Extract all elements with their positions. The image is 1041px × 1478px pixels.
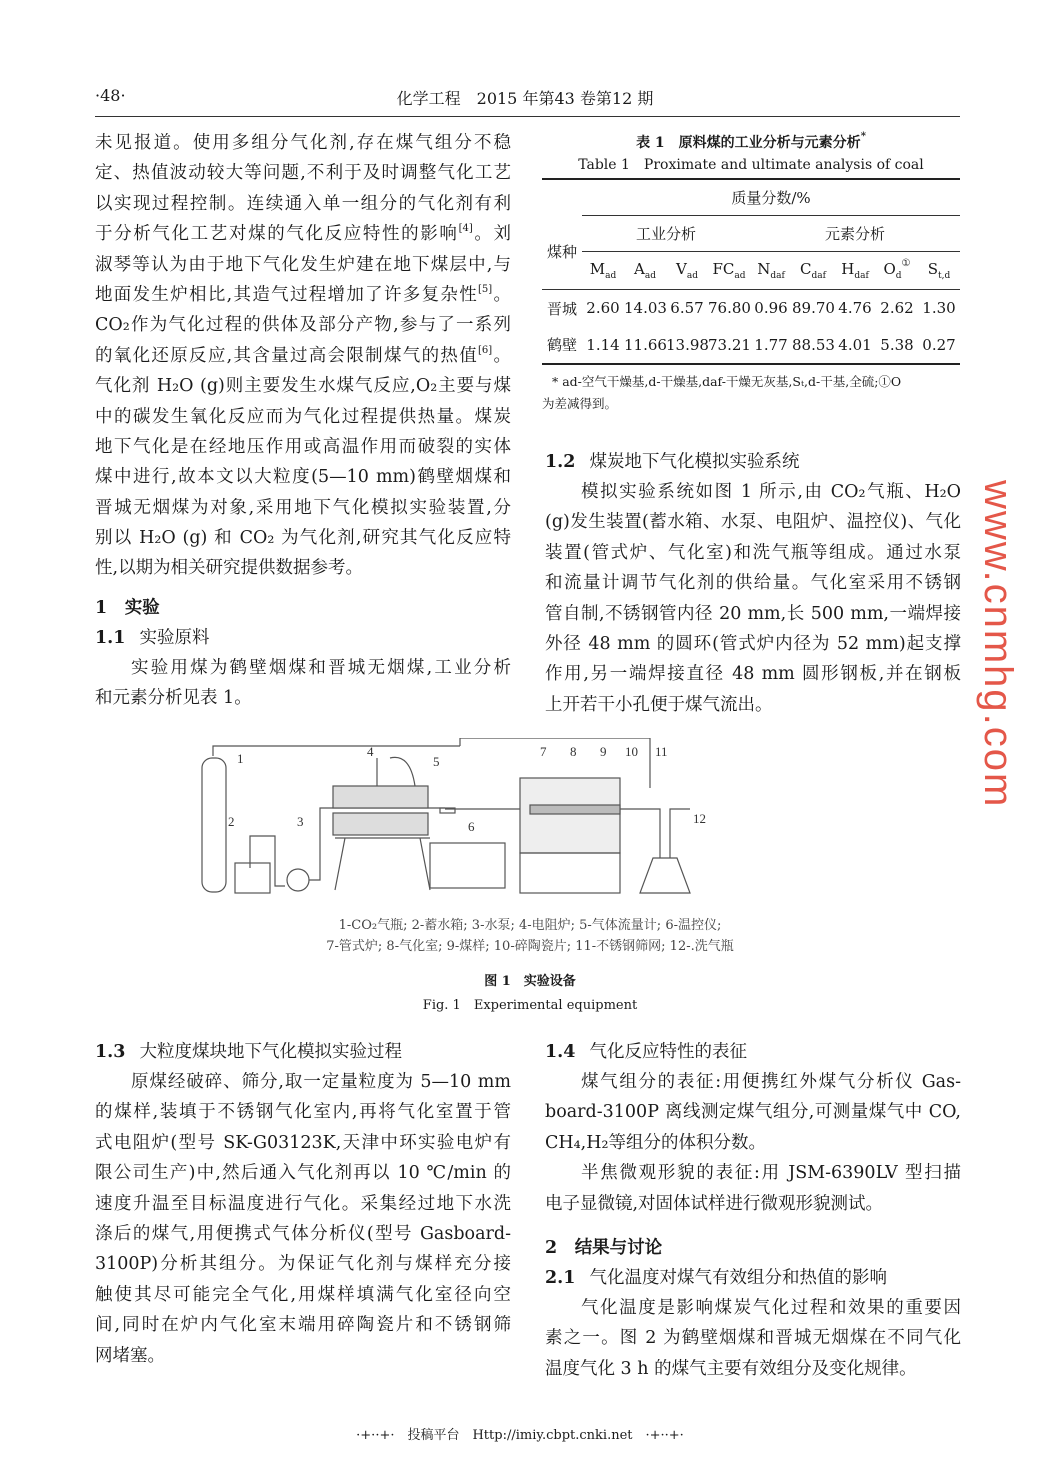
furnace-base xyxy=(520,853,620,893)
section-2-1-text xyxy=(545,1293,961,1384)
text-line: 速度升温至目标温度进行气化。采集经过地下水洗 xyxy=(95,1193,511,1214)
text-line: 地下气化是在经地压作用或高温作用而破裂的实体 xyxy=(95,436,511,457)
note-line: * ad-空气干燥基,d-干燥基,daf-干燥无灰基,Sₜ,d-干基,全硫;①O xyxy=(552,373,902,389)
table-body xyxy=(542,290,960,365)
gasification-chamber xyxy=(530,805,620,814)
proximate-header: 工业分析 xyxy=(582,215,750,251)
text-line: 式电阻炉(型号 SK-G03123K,天津中环实验电炉有 xyxy=(95,1132,511,1153)
column-header: $V_{ad}$ xyxy=(676,259,698,281)
text-line: (g)发生装置(蓄水箱、水泵、电阻炉、温控仪)、气化 xyxy=(545,512,961,533)
section-1-4-text xyxy=(545,1067,961,1219)
column-header: $N_{daf}$ xyxy=(757,259,785,281)
furnace-stand xyxy=(335,838,430,890)
section-title: 煤炭地下气化模拟实验系统 xyxy=(589,452,800,472)
legend-line: 7-管式炉; 8-气化室; 9-煤样; 10-碎陶瓷片; 11-不锈钢筛网; 12-.洗气瓶 xyxy=(326,939,734,954)
section-title: 实验 xyxy=(124,598,160,618)
table-title-cn: 表 1 原料煤的工业分析与元素分析 xyxy=(636,135,861,151)
table-cell: 2.62 xyxy=(880,299,914,317)
column-header: $O_d^①$ xyxy=(883,257,911,281)
gas-washing-bottle xyxy=(640,858,690,893)
label-7: 7 xyxy=(540,744,547,759)
section-1-1-text xyxy=(95,653,511,714)
section-number: 1 xyxy=(95,598,108,618)
table-cell: 0.27 xyxy=(922,335,956,354)
text-line: 外径 48 mm 的圆环(管式炉内径为 52 mm)起支撑 xyxy=(545,633,961,654)
section-number: 2 xyxy=(545,1237,558,1258)
row-header: 煤种 xyxy=(546,243,577,262)
label-3: 3 xyxy=(297,814,304,829)
section-number: 2.1 xyxy=(545,1267,576,1288)
table-cell: 89.70 xyxy=(792,299,835,317)
table-cell: 4.76 xyxy=(838,299,872,317)
text-line: 的煤样,装填于不锈钢气化室内,再将气化室置于管 xyxy=(95,1102,511,1123)
text-line: 涤后的煤气,用便携式气体分析仪(型号 Gasboard- xyxy=(95,1223,511,1244)
coal-name: 晋城 xyxy=(546,299,577,318)
column-header: $S_{t,d}$ xyxy=(927,259,951,281)
table-cell: 6.57 xyxy=(670,299,704,317)
watermark: www.cnmhg.com xyxy=(976,480,1020,809)
text-line: 装置(管式炉、气化室)和洗气瓶等组成。通过水泵 xyxy=(545,542,961,563)
label-9: 9 xyxy=(600,744,607,759)
resistance-furnace xyxy=(333,786,428,808)
footer: ·+··+· 投稿平台 Http://imiy.cbpt.cnki.net ·+··+· xyxy=(356,1428,684,1443)
text-line: 触使其尽可能完全气化,用煤样填满气化室径向空 xyxy=(95,1284,511,1305)
citation-ref: [4] xyxy=(458,223,473,235)
table-row xyxy=(542,290,960,327)
text-line: 于分析气化工艺对煤的气化反应特性的影响[4]。刘 xyxy=(95,223,512,245)
label-8: 8 xyxy=(570,744,577,759)
ultimate-header: 元素分析 xyxy=(750,215,960,251)
table-cell: 1.30 xyxy=(922,299,956,317)
text-line: 淑琴等认为由于地下气化发生炉建在地下煤层中,与 xyxy=(95,254,511,275)
text-line: board-3100P 离线测定煤气组分,可测量煤气中 CO, xyxy=(545,1102,961,1123)
text-line: 别以 H₂O (g) 和 CO₂ 为气化剂,研究其气化反应特 xyxy=(95,528,511,549)
water-pipe xyxy=(250,836,285,886)
text-line: 未见报道。使用多组分气化剂,存在煤气组分不稳 xyxy=(95,133,511,153)
journal-header: 化学工程 2015 年第43 卷第12 期 xyxy=(396,89,654,108)
label-2: 2 xyxy=(228,814,235,829)
legend-line: 1-CO₂气瓶; 2-蓄水箱; 3-水泵; 4-电阻炉; 5-气体流量计; 6-温控仪; xyxy=(338,918,722,933)
thermocouple xyxy=(377,757,415,786)
figure-caption-en: Fig. 1 Experimental equipment xyxy=(422,998,638,1013)
text-line: 和元素分析见表 1。 xyxy=(95,688,252,709)
table-cell: 13.98 xyxy=(666,335,709,354)
section-title: 结果与讨论 xyxy=(574,1237,663,1258)
text-line: 晋城无烟煤为对象,采用地下气化模拟实验装置,分 xyxy=(95,497,511,518)
label-11: 11 xyxy=(655,744,668,759)
label-10: 10 xyxy=(625,744,638,759)
table-cell: 76.80 xyxy=(708,299,751,317)
temperature-controller xyxy=(430,843,505,888)
column-header: $M_{ad}$ xyxy=(589,259,617,281)
co2-cylinder xyxy=(202,758,226,892)
text-line: 的氧化还原反应,其含量过高会限制煤气的热值[6]。 xyxy=(95,344,512,366)
section-number: 1.4 xyxy=(545,1042,576,1062)
text-line: 电子显微镜,对固体试样进行微观形貌测试。 xyxy=(545,1193,884,1214)
table-cell: 0.96 xyxy=(754,299,788,317)
label-4: 4 xyxy=(367,744,374,759)
column-header: $A_{ad}$ xyxy=(634,259,656,281)
column-header: $FC_{ad}$ xyxy=(712,259,746,281)
column-header: $H_{daf}$ xyxy=(841,259,869,281)
section-1-4 xyxy=(545,1037,961,1384)
outlet-pipe xyxy=(625,809,690,858)
text-line: CO₂作为气化过程的供体及部分产物,参与了一系列 xyxy=(95,315,511,336)
page-number: ·48· xyxy=(95,86,126,105)
section-1-2 xyxy=(545,447,961,720)
section-title: 实验原料 xyxy=(139,628,210,648)
column-header: $C_{daf}$ xyxy=(800,259,826,281)
group-header: 质量分数/% xyxy=(582,179,960,215)
text-line: 网堵塞。 xyxy=(95,1345,165,1366)
text-line: 模拟实验系统如图 1 所示,由 CO₂气瓶、H₂O xyxy=(581,482,961,502)
table-note xyxy=(542,371,960,415)
water-tank xyxy=(235,863,270,893)
text-line: 煤中进行,故本文以大粒度(5—10 mm)鹤壁烟煤和 xyxy=(95,467,511,488)
table-cell: 4.01 xyxy=(838,335,872,354)
equipment-diagram xyxy=(185,738,875,903)
text-line: 限公司生产)中,然后通入气化剂再以 10 ℃/min 的 xyxy=(95,1163,511,1184)
tube-furnace xyxy=(520,778,620,853)
text-line: 间,同时在炉内气化室末端用碎陶瓷片和不锈钢筛 xyxy=(95,1315,511,1336)
text-line: 管自制,不锈钢管内径 20 mm,长 500 mm,一端焊接 xyxy=(545,603,961,624)
section-number: 1.2 xyxy=(545,452,576,472)
text-line: 实验用煤为鹤壁烟煤和晋城无烟煤,工业分析 xyxy=(131,658,511,678)
citation-ref: [5] xyxy=(478,283,493,295)
label-1: 1 xyxy=(237,751,244,766)
section-title: 气化温度对煤气有效组分和热值的影响 xyxy=(589,1267,887,1288)
figure-legend xyxy=(180,915,880,957)
table-cell: 5.38 xyxy=(880,335,914,354)
table-cell: 88.53 xyxy=(792,335,835,354)
label-6: 6 xyxy=(468,819,475,834)
intro-text xyxy=(95,128,511,584)
coal-name: 鹤壁 xyxy=(546,336,577,354)
text-line: 定、热值波动较大等问题,不利于及时调整气化工艺 xyxy=(95,163,511,184)
label-12: 12 xyxy=(693,811,706,826)
section-title: 气化反应特性的表征 xyxy=(589,1042,747,1062)
section-1-2-text xyxy=(545,477,961,720)
table-title-en: Table 1 Proximate and ultimate analysis of coal xyxy=(578,157,924,173)
label-5: 5 xyxy=(433,754,440,769)
resistance-furnace-lower xyxy=(333,813,428,835)
water-pump xyxy=(287,869,309,891)
table-cell: 2.60 xyxy=(586,299,620,317)
section-number: 1.3 xyxy=(95,1042,126,1062)
section-number: 1.1 xyxy=(95,628,126,648)
text-line: 以实现过程控制。连续通入单一组分的气化剂有利 xyxy=(95,193,511,214)
text-line: 上开若干小孔便于煤气流出。 xyxy=(545,694,773,715)
section-1-3 xyxy=(95,1037,511,1371)
figure-caption-cn: 图 1 实验设备 xyxy=(484,974,576,989)
table-cell: 11.66 xyxy=(624,335,667,354)
header-rule xyxy=(95,116,960,117)
section-title: 大粒度煤块地下气化模拟实验过程 xyxy=(139,1042,402,1062)
table-row xyxy=(542,327,960,364)
note-line: 为差减得到。 xyxy=(542,395,618,411)
table-1 xyxy=(542,132,960,415)
text-line: 素之一。图 2 为鹤壁烟煤和晋城无烟煤在不同气化 xyxy=(545,1328,961,1349)
analysis-table xyxy=(542,178,960,290)
table-cell: 14.03 xyxy=(624,299,667,317)
text-line: 煤气组分的表征:用便携红外煤气分析仪 Gas- xyxy=(581,1072,961,1092)
section-1 xyxy=(95,593,511,714)
text-line: 半焦微观形貌的表征:用 JSM-6390LV 型扫描 xyxy=(581,1163,961,1184)
text-line: 作用,另一端焊接直径 48 mm 圆形钢板,并在钢板 xyxy=(545,664,961,685)
table-cell: 73.21 xyxy=(708,335,751,354)
text-line: 性,以期为相关研究提供数据参考。 xyxy=(95,558,364,579)
table-cell: 1.77 xyxy=(754,335,788,354)
text-line: 中的碳发生氧化反应而为气化过程提供热量。煤炭 xyxy=(95,406,511,427)
text-line: 温度气化 3 h 的煤气主要有效组分及变化规律。 xyxy=(545,1358,917,1379)
text-line: 地面发生炉相比,其造气过程增加了许多复杂性[5]。 xyxy=(95,283,512,305)
text-line: 和流量计调节气化剂的供给量。气化室采用不锈钢 xyxy=(545,573,961,594)
text-line: 气化温度是影响煤炭气化过程和效果的重要因 xyxy=(581,1297,961,1318)
section-1-3-text xyxy=(95,1067,511,1371)
table-cell: 1.14 xyxy=(586,335,620,354)
citation-ref: [6] xyxy=(478,344,493,356)
text-line: 3100P)分析其组分。为保证气化剂与煤样充分接 xyxy=(95,1254,511,1275)
table-title-mark: * xyxy=(860,131,866,142)
text-line: 原煤经破碎、筛分,取一定量粒度为 5—10 mm xyxy=(131,1072,511,1092)
text-line: 气化剂 H₂O (g)则主要发生水煤气反应,O₂主要与煤 xyxy=(95,376,511,397)
text-line: CH₄,H₂等组分的体积分数。 xyxy=(545,1132,767,1153)
